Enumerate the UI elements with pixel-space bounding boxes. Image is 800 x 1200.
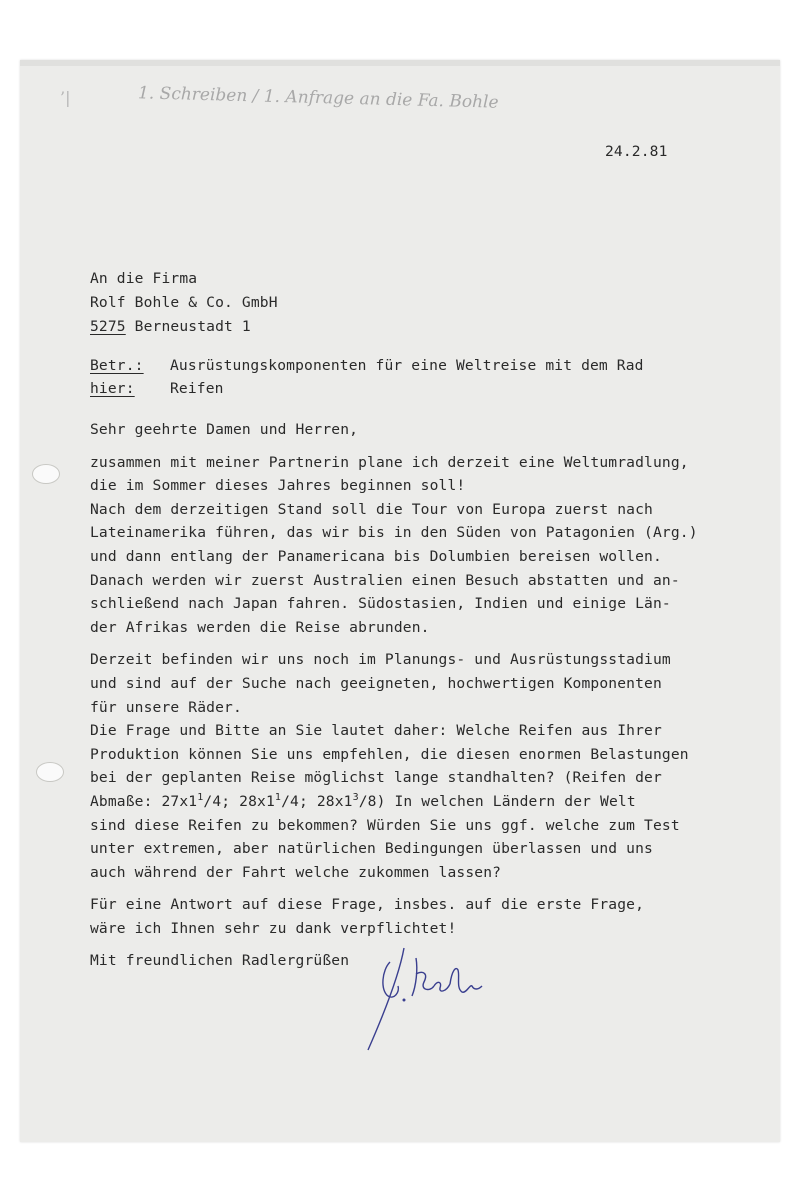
recipient-postcode: 5275 [90, 318, 126, 335]
body-line: bei der geplanten Reise möglichst lange standhalten? (Reifen der [90, 769, 662, 787]
hier-text: Reifen [170, 380, 224, 397]
body-line: Die Frage und Bitte an Sie lautet daher: Welche Reifen aus Ihrer [90, 722, 662, 740]
recipient-city: Berneustadt 1 [125, 318, 251, 335]
dimension-superscript: 3 [352, 792, 359, 804]
body-line: und sind auf der Suche nach geeigneten, hochwertigen Komponenten [90, 674, 662, 692]
betr-label: Betr.: [90, 357, 144, 374]
body-line: Derzeit befinden wir uns noch im Planungs- und Ausrüstungsstadium [90, 651, 671, 669]
handwritten-signature [360, 940, 500, 1060]
hier-label: hier: [90, 380, 135, 397]
dimensions-prefix: Abmaße: 27x1 [90, 792, 198, 810]
betr-text: Ausrüstungskomponenten für eine Weltreise mit dem Rad [170, 357, 644, 374]
dimensions-mid: /4; 28x1 [281, 792, 353, 810]
sheet-top-edge [20, 60, 780, 66]
recipient-line1: An die Firma [90, 270, 198, 287]
body-line: Nach dem derzeitigen Stand soll die Tour von Europa zuerst nach [90, 500, 653, 518]
body-line: sind diese Reifen zu bekommen? Würden Sie uns ggf. welche zum Test [90, 816, 680, 834]
body-line: auch während der Fahrt welche zukommen lassen? [90, 863, 502, 881]
salutation: Sehr geehrte Damen und Herren, [90, 421, 359, 438]
body-line: der Afrikas werden die Reise abrunden. [90, 618, 430, 636]
body-line: Für eine Antwort auf diese Frage, insbes. auf die erste Frage, [90, 896, 645, 914]
subject-betr-row [90, 354, 644, 377]
pencil-annotation: 1. Schreiben / 1. Anfrage an die Fa. Bohle [137, 83, 499, 113]
closing: Mit freundlichen Radlergrüßen [90, 952, 350, 970]
body-line: die im Sommer dieses Jahres beginnen soll! [90, 477, 466, 495]
body-line: schließend nach Japan fahren. Südostasien, Indien und einige Län- [90, 595, 671, 613]
subject-hier-row [90, 377, 644, 400]
body-line: Danach werden wir zuerst Australien einen Besuch abstatten und an- [90, 571, 680, 589]
letter-date: 24.2.81 [605, 143, 668, 160]
body-line: Lateinamerika führen, das wir bis in den Süden von Patagonien (Arg.) [90, 524, 698, 542]
recipient-address [90, 267, 278, 339]
dimensions-mid: /4; 28x1 [203, 792, 275, 810]
recipient-city-line [90, 315, 278, 339]
letter-body [90, 418, 730, 973]
body-line: zusammen mit meiner Partnerin plane ich derzeit eine Weltumradlung, [90, 453, 689, 471]
dimension-superscript: 1 [274, 792, 282, 804]
recipient-company: Rolf Bohle & Co. GmbH [90, 294, 278, 311]
tire-dimensions-line [90, 790, 730, 814]
body-line: für unsere Räder. [90, 698, 242, 716]
dimension-superscript: 1 [197, 792, 204, 804]
body-line: unter extremen, aber natürlichen Bedingungen überlassen und uns [90, 840, 653, 858]
body-line: Produktion können Sie uns empfehlen, die diesen enormen Belastungen [90, 745, 689, 763]
dimensions-suffix: /8) In welchen Ländern der Welt [358, 792, 636, 810]
body-line: wäre ich Ihnen sehr zu dank verpflichtet! [90, 919, 457, 937]
body-line: und dann entlang der Panamericana bis Dolumbien bereisen wollen. [90, 547, 662, 565]
subject-block [90, 354, 644, 400]
margin-mark: ’| [60, 88, 71, 107]
punch-hole-top [32, 464, 60, 484]
punch-hole-bottom [36, 762, 64, 782]
